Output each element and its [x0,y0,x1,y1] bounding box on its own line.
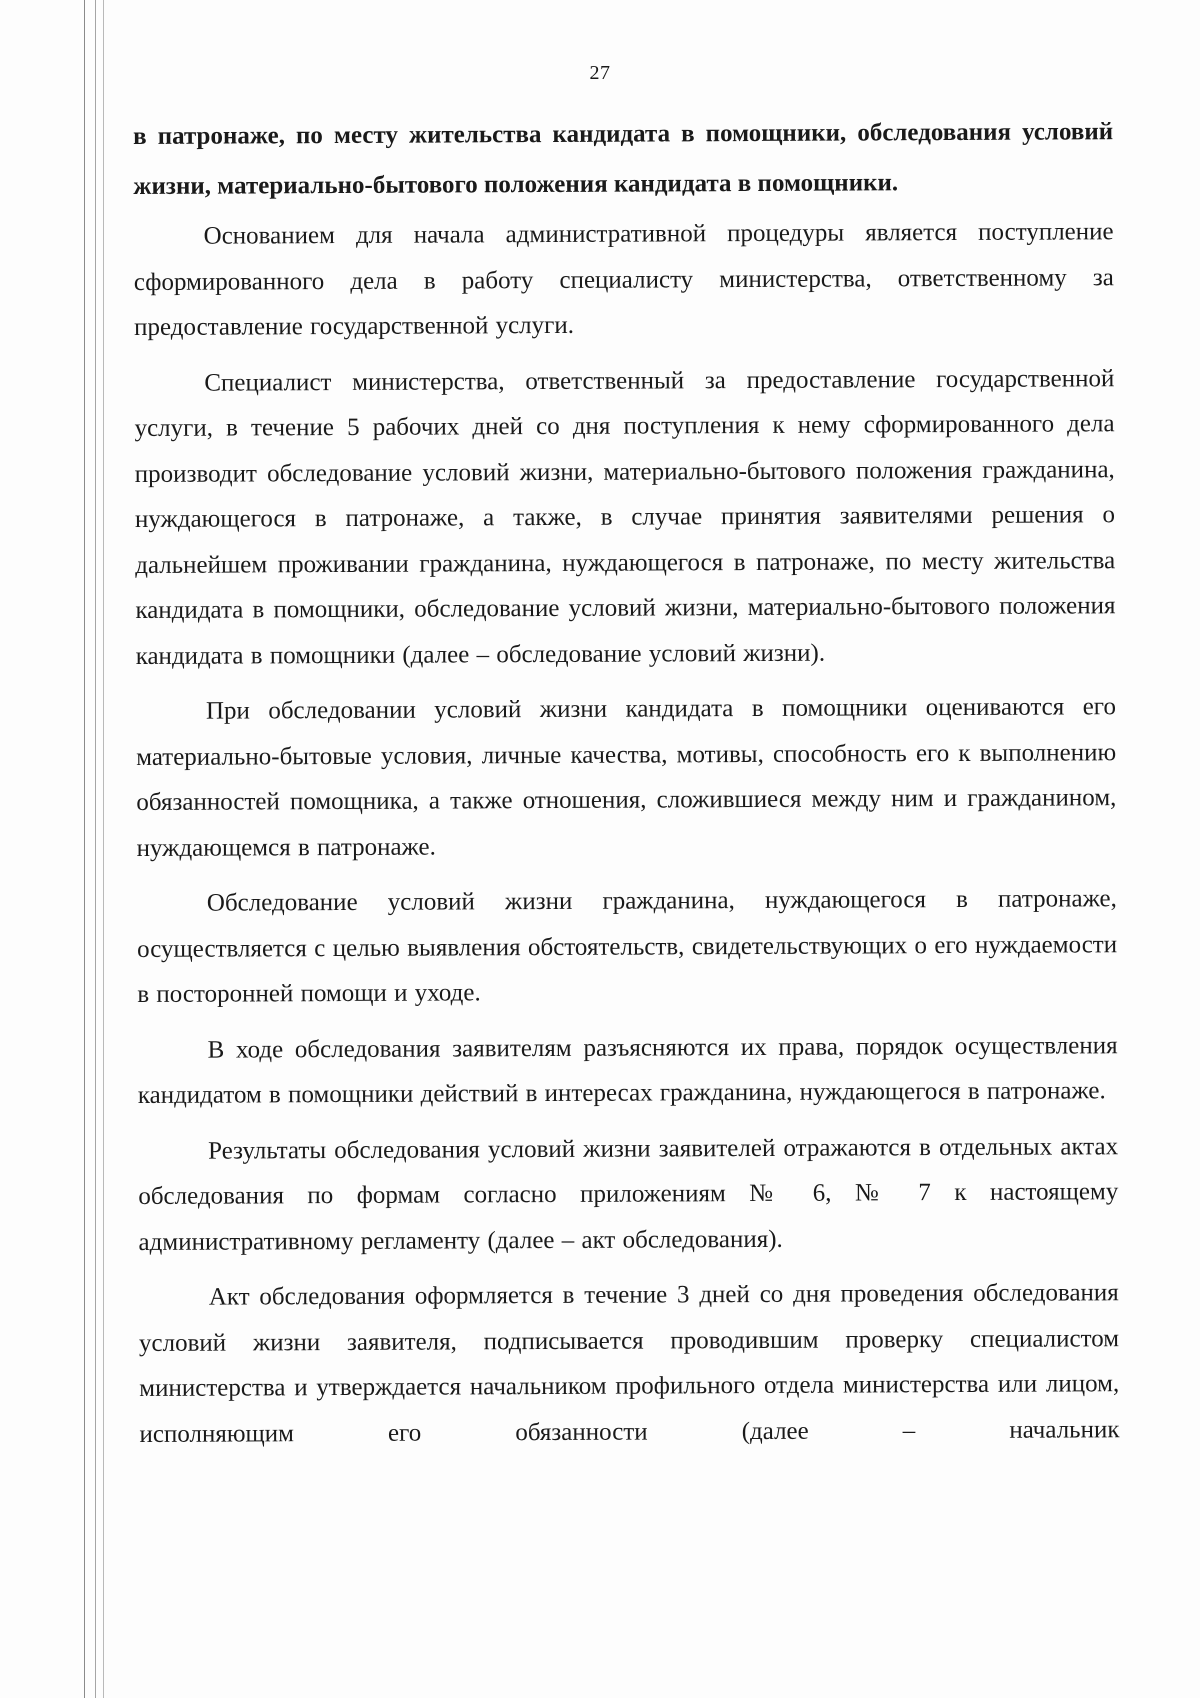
binding-line [84,0,85,1698]
paragraph: Основанием для начала административной процедуры является поступление сформированного дела в работу специалисту министерства, ответственному за предоставление государственной услуги. [133,218,1114,341]
binding-line [103,0,104,1698]
paragraph: Специалист министерства, ответственный за предоставление государственной услуги, в течение 5 рабочих дней со дня поступления к нему сформированного дела производит обследование условий жизни, материально-бытового положения гражданина, нуждающегося в патронаже, а также, в случае принятия заявителями решения о дальнейшем проживании гражданина, нуждающегося в патронаже, по месту жительства кандидата в помощники, обследование условий жизни, материально-бытового положения кандидата в помощники (далее – обследование условий жизни). [134,364,1116,670]
page-number: 27 [589,62,611,84]
binding-line [95,0,96,1698]
paragraph: Результаты обследования условий жизни заявителей отражаются в отдельных актах обследования по формам согласно приложениям № 6, № 7 к настоящему административному регламенту (далее – акт обследования). [138,1132,1119,1256]
section-heading-continuation: в патронаже, по месту жительства кандидата в помощники, обследования условий жизни, материально-бытового положения кандидата в помощники. [133,118,1114,200]
paragraph: Обследование условий жизни гражданина, нуждающегося в патронаже, осуществляется с целью выявления обстоятельств, свидетельствующих о его нуждаемости в посторонней помощи и уходе. [137,885,1118,1008]
paragraph: В ходе обследования заявителям разъясняются их права, порядок осуществления кандидатом в помощники действий в интересах гражданина, нуждающегося в патронаже. [137,1031,1118,1109]
paragraph: Акт обследования оформляется в течение 3 дней со дня проведения обследования условий жизни заявителя, подписывается проводившим проверку специалистом министерства и утверждается начальником профильного отдела министерства или лицом, исполняющим его обязанности (далее – начальник [138,1279,1120,1448]
paragraph: При обследовании условий жизни кандидата в помощники оцениваются его материально-бытовые условия, личные качества, мотивы, способность его к выполнению обязанностей помощника, а также отношения, сложившиеся между ним и гражданином, нуждающемся в патронаже. [136,693,1117,862]
document-body [133,107,1120,1467]
